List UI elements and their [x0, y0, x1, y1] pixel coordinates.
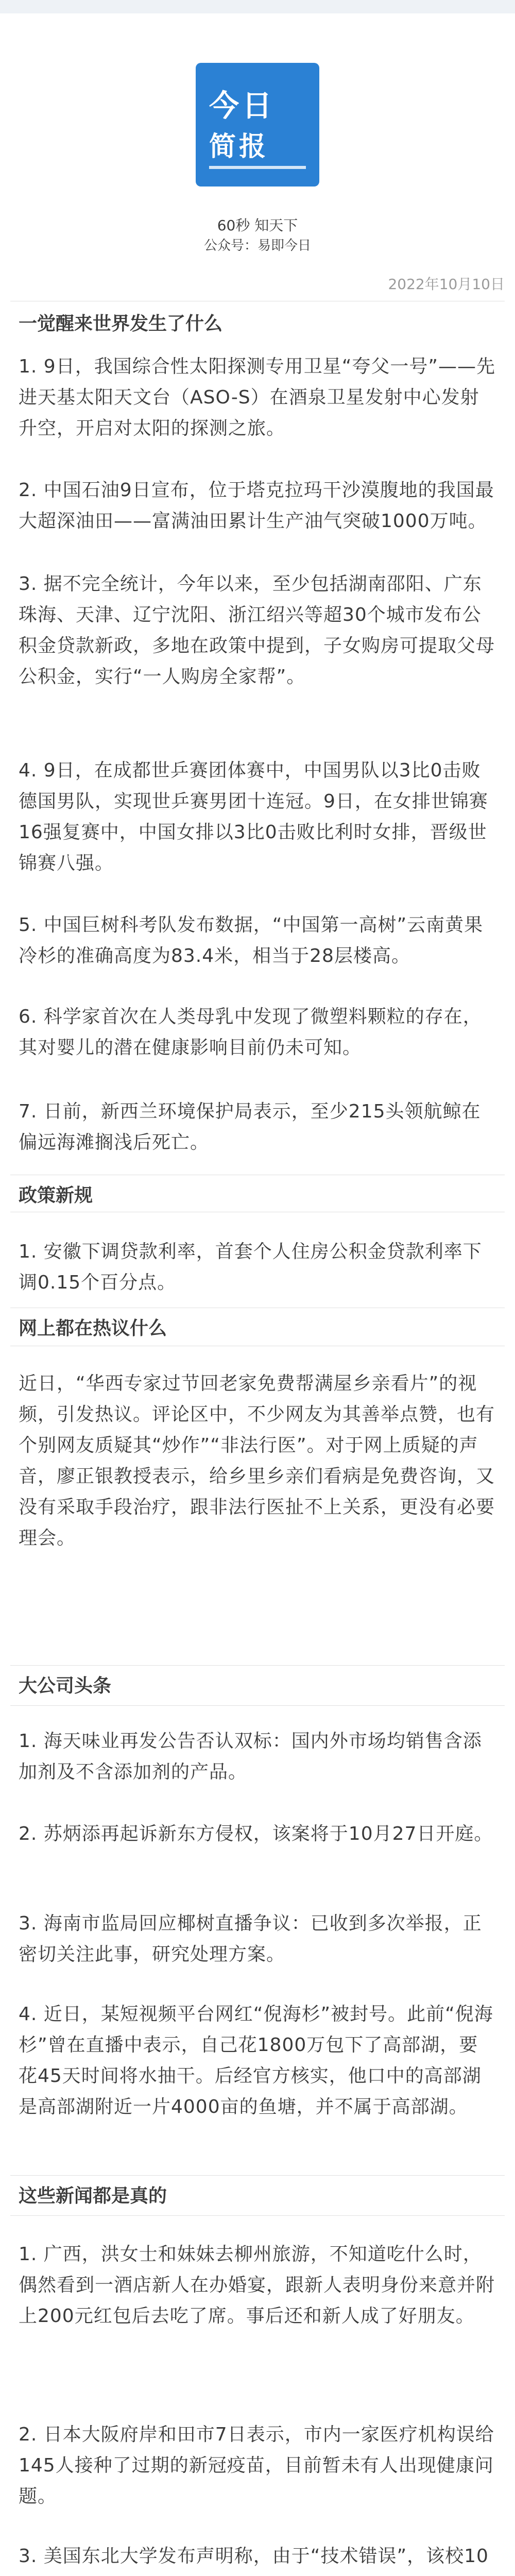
top-band: [0, 0, 515, 13]
section-divider: [10, 1705, 505, 1706]
news-item: 1. 海天味业再发公告否认双标：国内外市场均销售含添加剂及不含添加剂的产品。: [19, 1731, 482, 1783]
news-item: 2. 苏炳添再起诉新东方侵权，该案将于10月27日开庭。: [19, 1823, 493, 1844]
news-item: 7. 日前，新西兰环境保护局表示，至少215头领航鲸在偏远海滩搁浅后死亡。: [19, 1101, 481, 1153]
section-divider: [10, 2215, 505, 2216]
logo-rule: [209, 166, 306, 169]
brand-logo: [196, 63, 319, 187]
logo-line2: 简报: [209, 131, 269, 162]
news-item: 1. 广西，洪女士和妹妹去柳州旅游，不知道吃什么时，偶然看到一酒店新人在办婚宴，跟新人表明身份来意并附上200元红包后去吃了席。事后还和新人成了好朋友。: [19, 2244, 495, 2327]
section-title-trending: 网上都在热议什么: [19, 1318, 167, 1339]
section-title-policy: 政策新规: [19, 1185, 93, 1206]
news-item: 2. 中国石油9日宣布，位于塔克拉玛干沙漠腹地的我国最大超深油田——富满油田累计生产油气突破1000万吨。: [19, 480, 494, 532]
news-item: 1. 安徽下调贷款利率，首套个人住房公积金贷款利率下调0.15个百分点。: [19, 1241, 482, 1293]
subtitle-slogan: 60秒 知天下: [217, 217, 298, 234]
news-item: 3. 据不完全统计，今年以来，至少包括湖南邵阳、广东珠海、天津、辽宁沈阳、浙江绍兴等超30个城市发布公积金贷款新政，多地在政策中提到，子女购房可提取父母公积金，实行“一人购房全家帮”。: [19, 573, 495, 687]
news-item: 3. 海南市监局回应椰树直播争议：已收到多次举报，正密切关注此事，研究处理方案。: [19, 1913, 482, 1965]
publish-date: 2022年10月10日: [388, 276, 505, 293]
section-divider: [10, 1665, 505, 1666]
news-item: 3. 美国东北大学发布声明称，由于“技术错误”，该校10: [19, 2546, 489, 2567]
section-title-companies: 大公司头条: [19, 1675, 112, 1697]
logo-line1: 今日: [209, 88, 276, 123]
header: [0, 13, 515, 253]
news-item: 4. 近日，某短视频平台网红“倪海杉”被封号。此前“倪海杉”曾在直播中表示，自己花1800万包下了高部湖，要花45天时间将水抽干。后经官方核实，他口中的高部湖是高部湖附近一片4000亩的鱼塘，并不属于高部湖。: [19, 2004, 493, 2117]
section-title-world: 一觉醒来世界发生了什么: [19, 313, 223, 334]
section-divider: [10, 2175, 505, 2176]
news-item: 2. 日本大阪府岸和田市7日表示，市内一家医疗机构误给145人接种了过期的新冠疫苗，目前暂未有人出现健康问题。: [19, 2424, 494, 2507]
news-item: 近日，“华西专家过节回老家免费帮满屋乡亲看片”的视频，引发热议。评论区中，不少网友为其善举点赞，也有个别网友质疑其“炒作”“非法行医”。对于网上质疑的声音，廖正银教授表示，给乡里乡亲们看病是免费咨询，又没有采取手段治疗，跟非法行医扯不上关系，更没有必要理会。: [19, 1373, 495, 1549]
news-item: 4. 9日，在成都世乒赛团体赛中，中国男队以3比0击败德国男队，实现世乒赛男团十连冠。9日，在女排世锦赛16强复赛中，中国女排以3比0击败比利时女排，晋级世锦赛八强。: [19, 760, 488, 874]
section-title-true-news: 这些新闻都是真的: [19, 2185, 167, 2207]
news-item: 1. 9日，我国综合性太阳探测专用卫星“夸父一号”——先进天基太阳天文台（ASO-S）在酒泉卫星发射中心发射升空，开启对太阳的探测之旅。: [19, 356, 495, 439]
news-item: 5. 中国巨树科考队发布数据，“中国第一高树”云南黄果冷杉的准确高度为83.4米，相当于28层楼高。: [19, 914, 484, 967]
news-item: 6. 科学家首次在人类母乳中发现了微塑料颗粒的存在，其对婴儿的潜在健康影响目前仍未可知。: [19, 1006, 482, 1058]
subtitle-account: 公众号：易即今日: [203, 238, 311, 253]
